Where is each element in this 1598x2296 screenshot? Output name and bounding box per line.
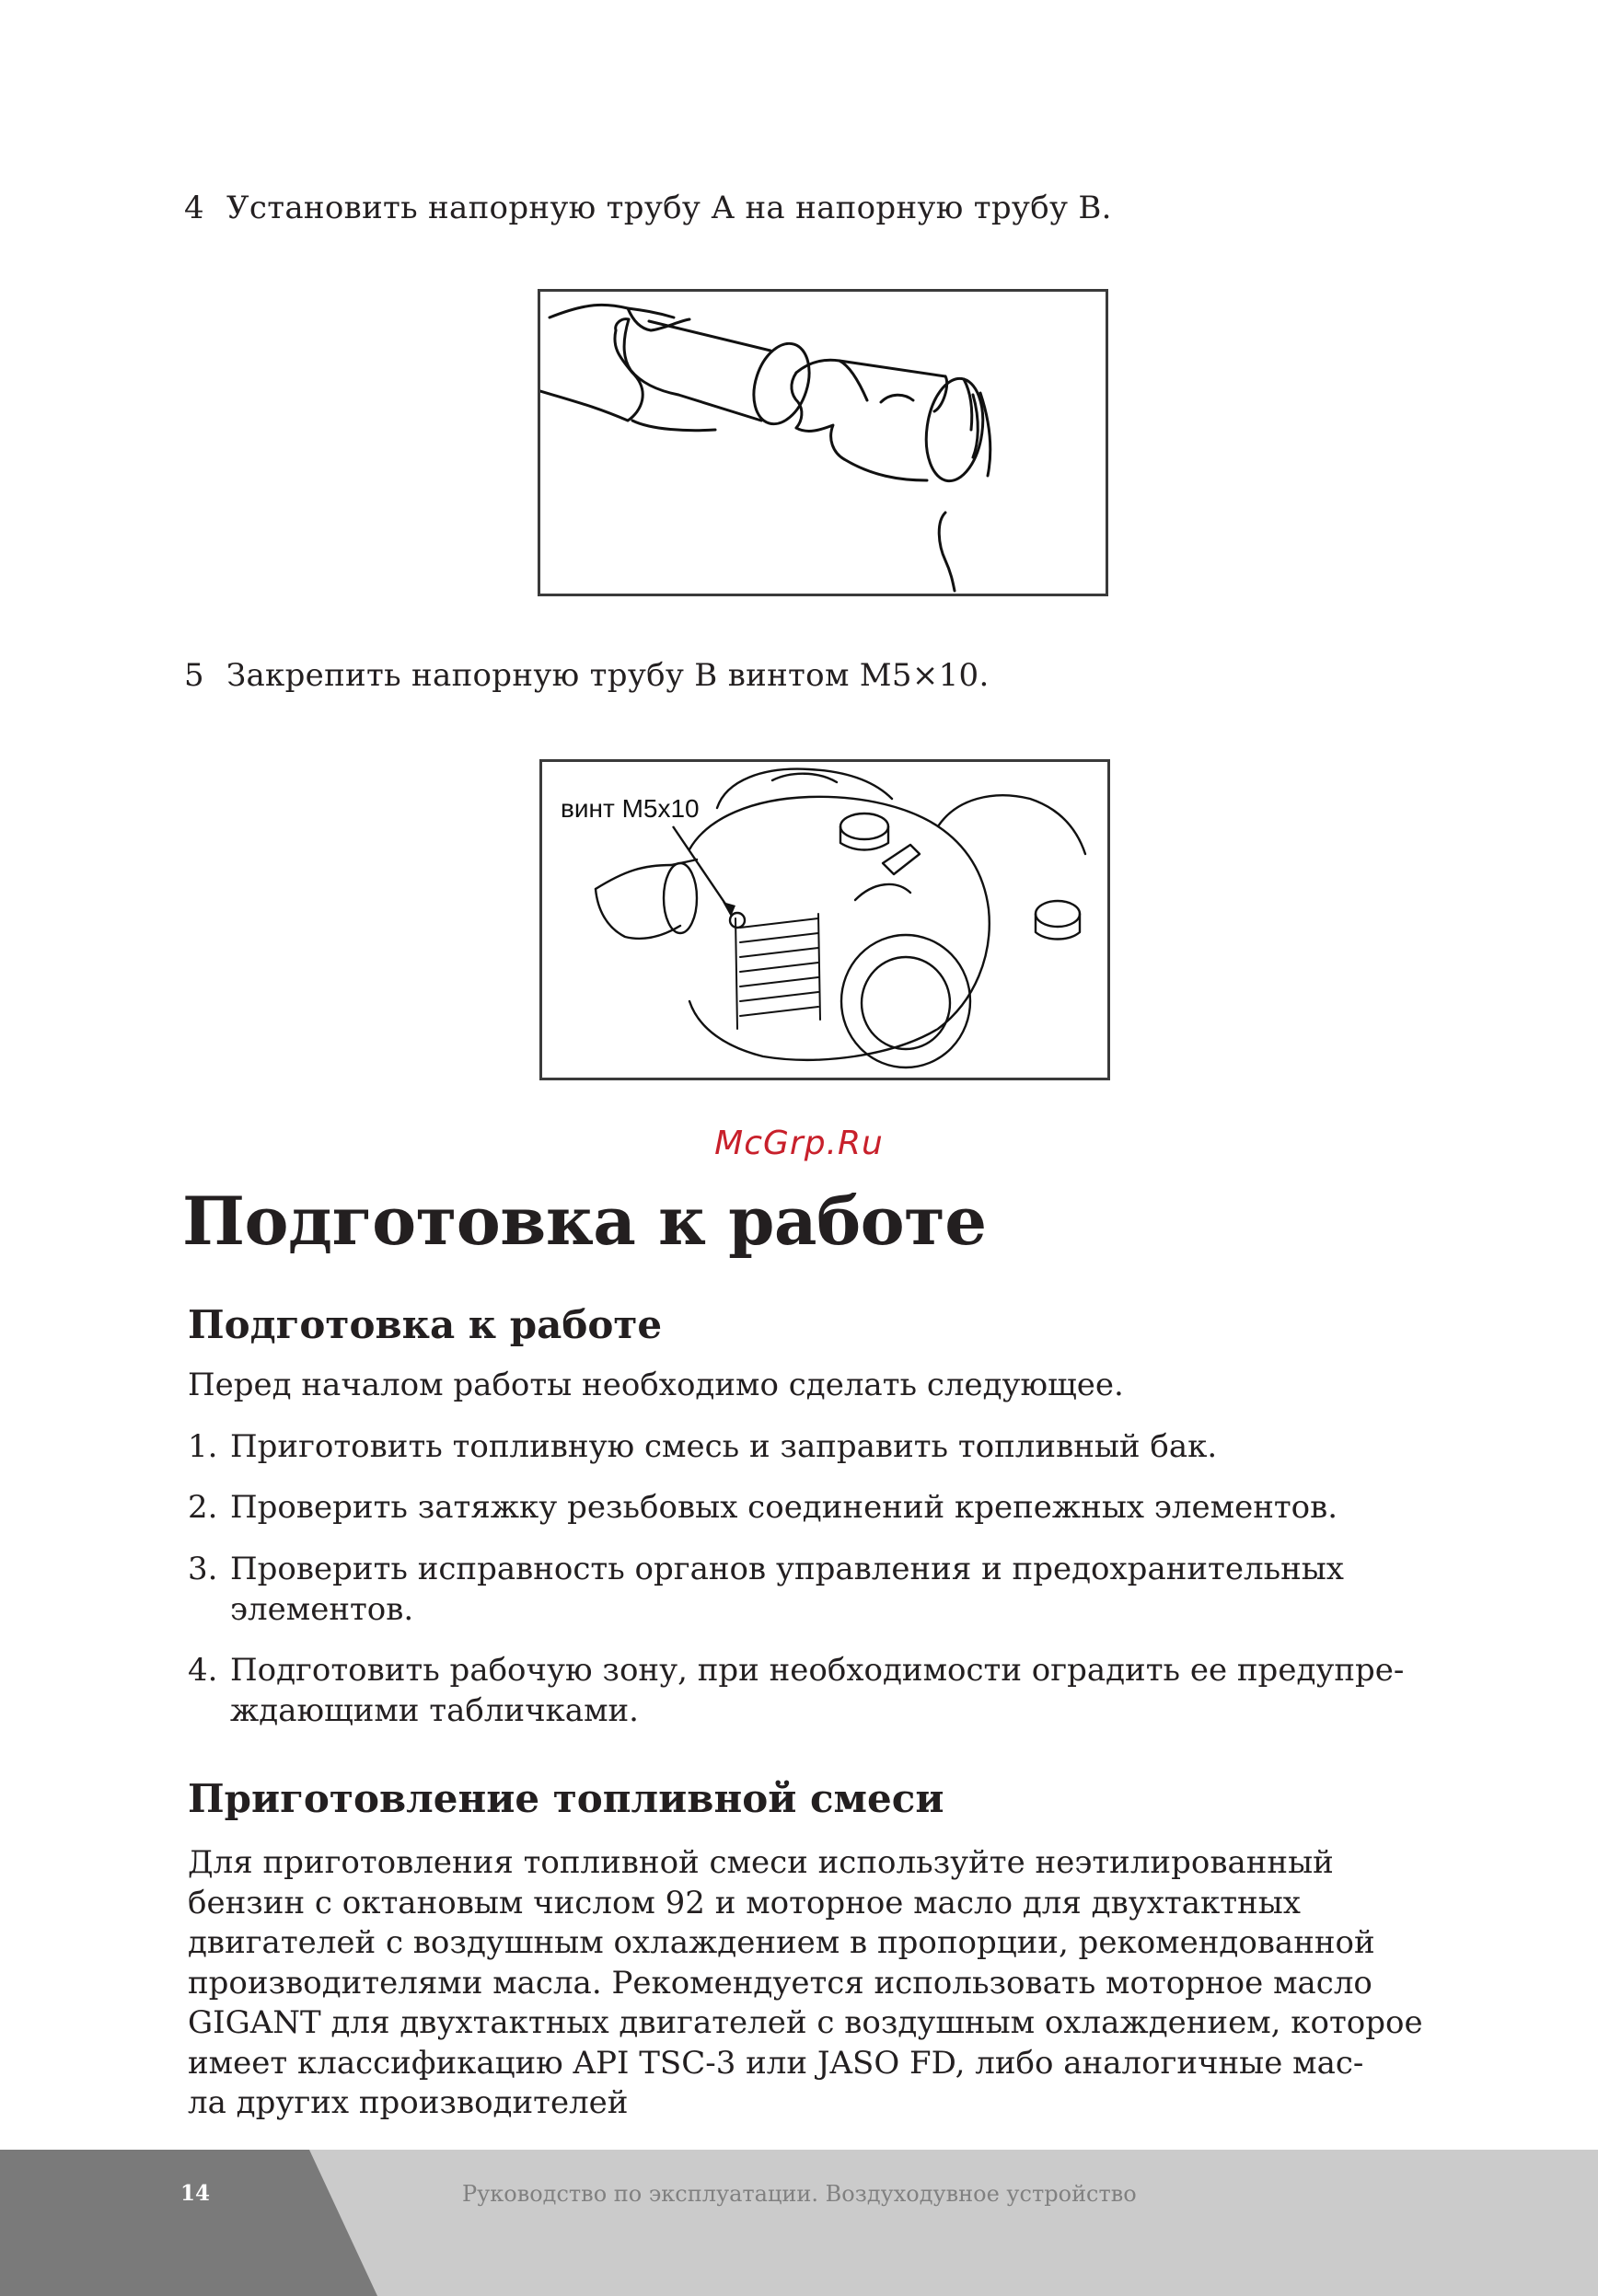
blower-engine-illustration	[542, 762, 1107, 1078]
step-5	[184, 655, 990, 696]
footer-band	[0, 2150, 1598, 2296]
list-text: Проверить исправность органов управления и предохранительных	[230, 1551, 1344, 1587]
figure-pipe-assembly	[538, 289, 1108, 596]
paragraph-line: производителями масла. Рекомендуется использовать моторное масло	[188, 1964, 1372, 2002]
step-4	[184, 188, 1112, 228]
list-number: 2.	[188, 1489, 218, 1526]
paragraph-line: ла других производителей	[188, 2084, 629, 2121]
list-number: 1.	[188, 1428, 218, 1465]
list-text: элементов.	[230, 1591, 414, 1628]
figure-screw-m5x10	[539, 759, 1110, 1080]
paragraph-line: Для приготовления топливной смеси используйте неэтилированный	[188, 1844, 1334, 1881]
subsection-title-preparation: Подготовка к работе	[188, 1302, 663, 1347]
list-number: 4.	[188, 1652, 218, 1689]
page-footer	[0, 2150, 1598, 2296]
list-text: ждающими табличками.	[230, 1692, 639, 1729]
paragraph-line: GIGANT для двухтактных двигателей с воздушным охлаждением, которое	[188, 2004, 1423, 2041]
paragraph-line: двигателей с воздушным охлаждением в пропорции, рекомендованной	[188, 1924, 1375, 1961]
fuel-mix-paragraph	[188, 1843, 1423, 2124]
footer-title: Руководство по эксплуатации. Воздуходувное устройство	[462, 2181, 1137, 2207]
pipe-assembly-illustration	[540, 292, 1106, 594]
list-text: Приготовить топливную смесь и заправить топливный бак.	[230, 1428, 1218, 1465]
subsection-title-fuel-mix: Приготовление топливной смеси	[188, 1776, 944, 1821]
list-text: Проверить затяжку резьбовых соединений крепежных элементов.	[230, 1489, 1338, 1526]
step-number: 4	[184, 190, 204, 226]
page-number: 14	[180, 2181, 211, 2206]
watermark: McGrp.Ru	[714, 1125, 884, 1162]
paragraph-line: бензин с октановым числом 92 и моторное масло для двухтактных	[188, 1884, 1301, 1921]
step-text: Закрепить напорную трубу В винтом М5×10.	[226, 657, 990, 694]
list-text: Подготовить рабочую зону, при необходимости оградить ее предупре-	[230, 1652, 1405, 1689]
list-number: 3.	[188, 1551, 218, 1587]
step-text: Установить напорную трубу А на напорную трубу В.	[226, 190, 1112, 226]
paragraph-line: имеет классификацию API TSC-3 или JASO FD, либо аналогичные мас-	[188, 2044, 1364, 2082]
section-title: Подготовка к работе	[182, 1182, 987, 1260]
screw-label: винт М5х10	[561, 794, 700, 823]
intro-paragraph: Перед началом работы необходимо сделать следующее.	[188, 1367, 1124, 1403]
step-number: 5	[184, 657, 204, 694]
